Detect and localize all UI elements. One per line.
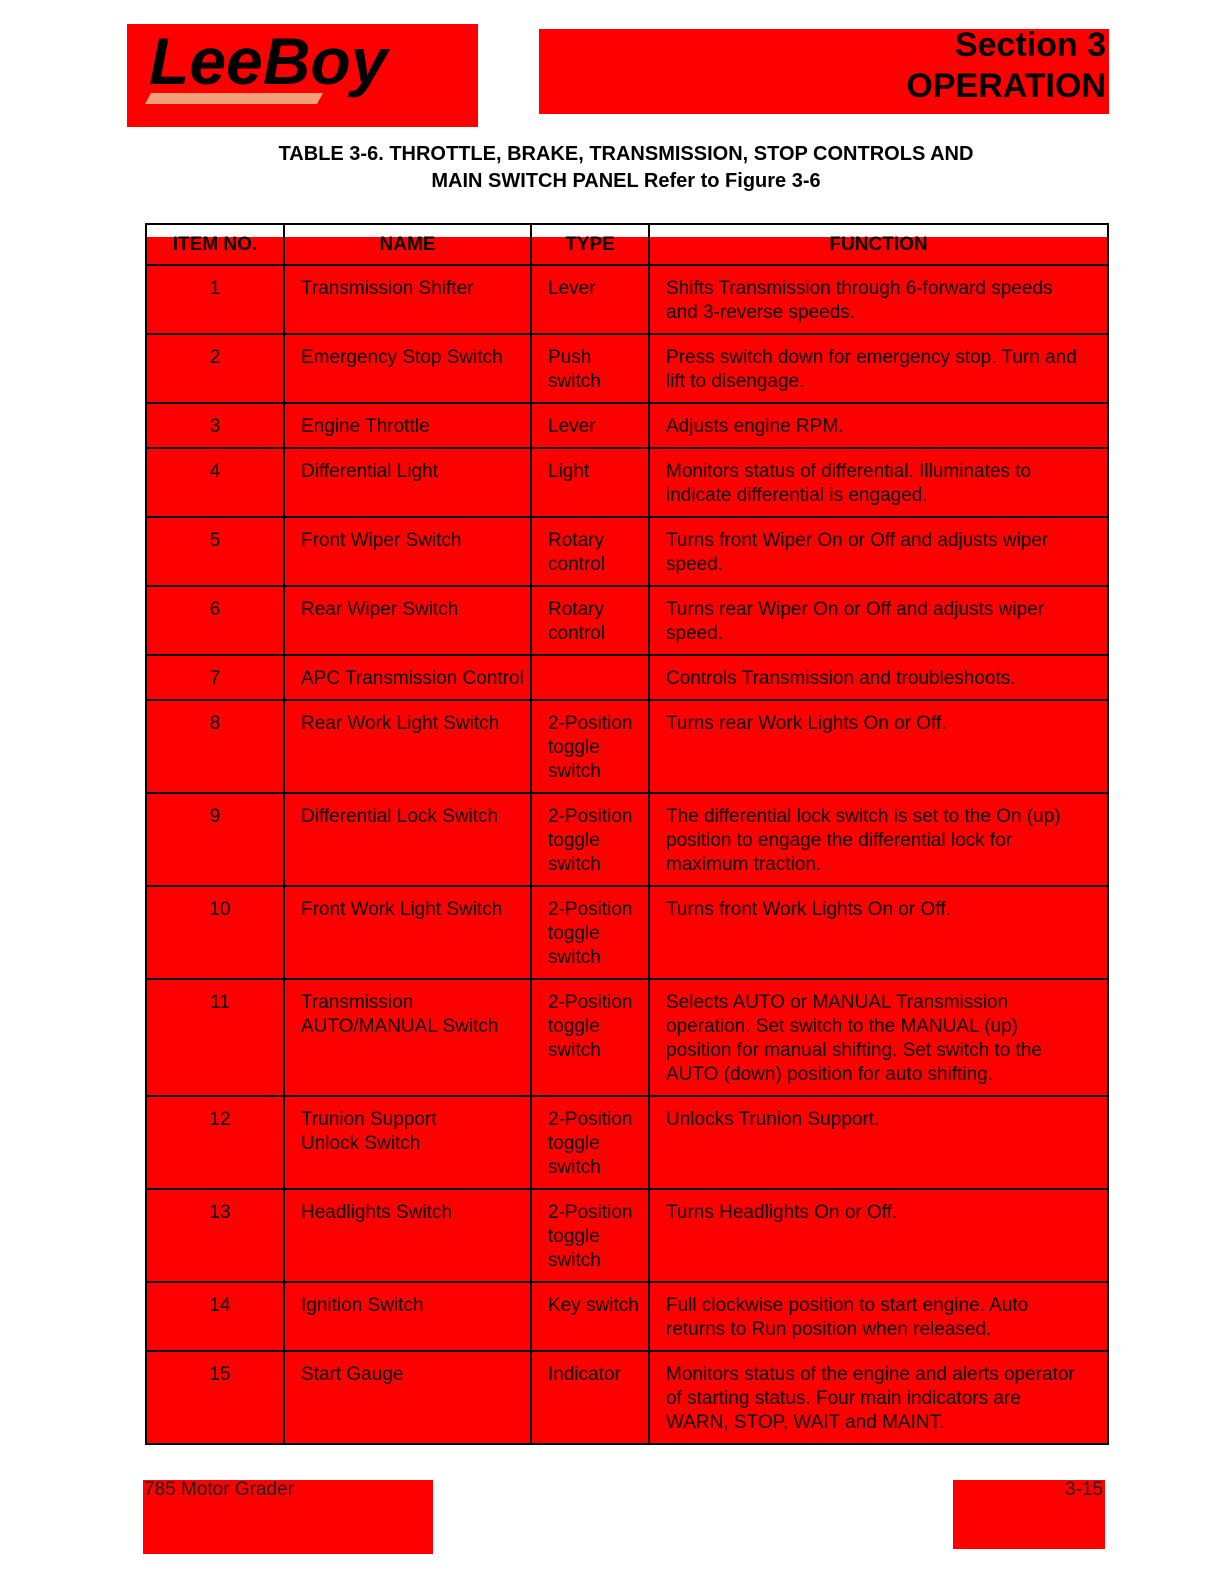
item-number-cell — [146, 700, 284, 793]
type-line: Rotary — [548, 530, 604, 551]
logo-banner — [127, 24, 478, 127]
type-line: Push — [548, 347, 592, 368]
function-line: Turns front Work Lights On or Off. — [666, 899, 951, 920]
function-cell — [649, 1351, 1108, 1444]
item-number: 11 — [210, 992, 230, 1013]
type-cell — [531, 700, 649, 793]
table-row — [146, 334, 1108, 403]
table-row — [146, 517, 1108, 586]
item-number-cell — [146, 1351, 284, 1444]
function-line: speed. — [666, 623, 724, 644]
function-line: Adjusts engine RPM. — [666, 416, 844, 437]
table-title-line-2: MAIN SWITCH PANEL Refer to Figure 3-6 — [431, 170, 821, 192]
function-line: Turns front Wiper On or Off and adjusts wiper — [666, 530, 1049, 551]
function-line: Turns rear Work Lights On or Off. — [666, 713, 947, 734]
item-number-cell — [146, 1282, 284, 1351]
type-line: Rotary — [548, 599, 604, 620]
name-cell — [284, 1096, 531, 1189]
table-row — [146, 265, 1108, 334]
function-cell — [649, 700, 1108, 793]
table-row — [146, 448, 1108, 517]
function-cell — [649, 586, 1108, 655]
item-number: 2 — [209, 347, 221, 368]
type-cell — [531, 334, 649, 403]
section-heading — [906, 25, 1106, 107]
type-cell — [531, 517, 649, 586]
item-number-cell — [146, 265, 284, 334]
item-number: 13 — [209, 1202, 231, 1223]
type-cell — [531, 403, 649, 448]
function-cell — [649, 979, 1108, 1096]
header-type: TYPE — [531, 224, 649, 265]
item-number: 9 — [209, 806, 221, 827]
function-cell — [649, 403, 1108, 448]
function-cell — [649, 265, 1108, 334]
table-row — [146, 886, 1108, 979]
name-cell — [284, 334, 531, 403]
function-line: The differential lock switch is set to the On (up) — [666, 806, 1061, 827]
item-number: 15 — [209, 1364, 231, 1385]
function-line: WARN, STOP, WAIT and MAINT. — [666, 1412, 945, 1433]
footer-left-block — [143, 1480, 433, 1554]
item-number-cell — [146, 448, 284, 517]
type-line: control — [548, 623, 606, 644]
type-line: switch — [548, 854, 601, 875]
function-cell — [649, 793, 1108, 886]
item-number-cell — [146, 517, 284, 586]
type-cell — [531, 1189, 649, 1282]
name-line: Start Gauge — [301, 1364, 404, 1385]
type-line: switch — [548, 1250, 601, 1271]
page-number: 3-15 — [1064, 1479, 1103, 1500]
item-number-cell — [146, 886, 284, 979]
type-cell — [531, 1351, 649, 1444]
function-line: Full clockwise position to start engine. Auto — [666, 1295, 1029, 1316]
name-line: Differential Lock Switch — [301, 806, 499, 827]
name-cell — [284, 448, 531, 517]
type-line: toggle — [548, 1226, 600, 1247]
name-line: APC Transmission Control — [301, 668, 524, 689]
function-line: lift to disengage. — [666, 371, 805, 392]
name-line: Headlights Switch — [301, 1202, 453, 1223]
function-cell — [649, 655, 1108, 700]
leeboy-logo — [127, 24, 478, 127]
item-number-cell — [146, 1096, 284, 1189]
name-line: Transmission — [301, 992, 414, 1013]
function-cell — [649, 886, 1108, 979]
type-cell — [531, 886, 649, 979]
name-line: Rear Wiper Switch — [301, 599, 459, 620]
type-line: switch — [548, 1040, 601, 1061]
function-line: of starting status. Four main indicators are — [666, 1388, 1021, 1409]
logo-wordmark: LeeBoy — [149, 24, 388, 98]
header-function: FUNCTION — [649, 224, 1108, 265]
type-line: toggle — [548, 737, 600, 758]
section-name: OPERATION — [906, 67, 1106, 105]
function-line: Turns Headlights On or Off. — [666, 1202, 898, 1223]
function-line: position for manual shifting. Set switch to the — [666, 1040, 1042, 1061]
table-row — [146, 979, 1108, 1096]
header-name: NAME — [284, 224, 531, 265]
function-line: Shifts Transmission through 6-forward speeds — [666, 278, 1053, 299]
item-number-cell — [146, 979, 284, 1096]
type-cell — [531, 265, 649, 334]
type-line: toggle — [548, 1016, 600, 1037]
function-cell — [649, 1096, 1108, 1189]
header-item-no: ITEM NO. — [146, 224, 284, 265]
table-title — [0, 141, 1224, 195]
type-line: Light — [548, 461, 590, 482]
function-line: indicate differential is engaged. — [666, 485, 928, 506]
type-cell — [531, 1282, 649, 1351]
table-row — [146, 1351, 1108, 1444]
item-number-cell — [146, 403, 284, 448]
type-cell — [531, 448, 649, 517]
function-line: maximum traction. — [666, 854, 822, 875]
table-row — [146, 586, 1108, 655]
function-line: Press switch down for emergency stop. Turn and — [666, 347, 1077, 368]
function-line: speed. — [666, 554, 724, 575]
name-cell — [284, 1189, 531, 1282]
name-line: Ignition Switch — [301, 1295, 424, 1316]
name-cell — [284, 793, 531, 886]
item-number: 1 — [209, 278, 221, 299]
type-line: 2-Position — [548, 899, 633, 920]
item-number: 6 — [209, 599, 221, 620]
table-title-line-1: TABLE 3-6. THROTTLE, BRAKE, TRANSMISSION, STOP CONTROLS AND — [278, 143, 974, 165]
name-cell — [284, 403, 531, 448]
name-cell — [284, 586, 531, 655]
name-line: Engine Throttle — [301, 416, 430, 437]
name-line: Rear Work Light Switch — [301, 713, 500, 734]
item-number: 8 — [209, 713, 221, 734]
table-row — [146, 1096, 1108, 1189]
name-line: Transmission Shifter — [301, 278, 474, 299]
table-row — [146, 1189, 1108, 1282]
function-cell — [649, 334, 1108, 403]
item-number: 12 — [209, 1109, 231, 1130]
type-line: 2-Position — [548, 1202, 633, 1223]
item-number-cell — [146, 586, 284, 655]
item-number: 5 — [209, 530, 221, 551]
table-row — [146, 793, 1108, 886]
type-cell — [531, 586, 649, 655]
item-number-cell — [146, 655, 284, 700]
table-row — [146, 1282, 1108, 1351]
type-line: switch — [548, 371, 601, 392]
type-line: control — [548, 554, 606, 575]
footer-model: 785 Motor Grader — [144, 1479, 294, 1500]
type-cell — [531, 793, 649, 886]
type-line: toggle — [548, 923, 600, 944]
name-line: Front Wiper Switch — [301, 530, 462, 551]
type-line: Lever — [548, 278, 596, 299]
function-line: returns to Run position when released. — [666, 1319, 992, 1340]
item-number: 3 — [209, 416, 221, 437]
name-cell — [284, 886, 531, 979]
type-line: switch — [548, 1157, 601, 1178]
item-number: 14 — [209, 1295, 231, 1316]
function-line: operation. Set switch to the MANUAL (up) — [666, 1016, 1019, 1037]
table-body — [146, 265, 1108, 1444]
type-line: Indicator — [548, 1364, 621, 1385]
function-line: Monitors status of the engine and alerts operator — [666, 1364, 1075, 1385]
type-line: switch — [548, 947, 601, 968]
footer-right-block — [953, 1480, 1105, 1549]
type-cell — [531, 1096, 649, 1189]
name-line: AUTO/MANUAL Switch — [301, 1016, 499, 1037]
function-cell — [649, 448, 1108, 517]
controls-table — [145, 223, 1109, 1445]
function-line: Monitors status of differential. Illuminates to — [666, 461, 1032, 482]
type-line: toggle — [548, 1133, 600, 1154]
section-banner — [539, 26, 1109, 114]
name-cell — [284, 1351, 531, 1444]
item-number: 7 — [209, 668, 221, 689]
name-cell — [284, 1282, 531, 1351]
name-line: Unlock Switch — [301, 1133, 421, 1154]
type-line: 2-Position — [548, 992, 633, 1013]
function-line: Selects AUTO or MANUAL Transmission — [666, 992, 1009, 1013]
type-line: 2-Position — [548, 806, 633, 827]
name-line: Front Work Light Switch — [301, 899, 503, 920]
item-number: 10 — [209, 899, 231, 920]
name-cell — [284, 265, 531, 334]
table-row — [146, 655, 1108, 700]
type-line: toggle — [548, 830, 600, 851]
table-row — [146, 403, 1108, 448]
name-line: Differential Light — [301, 461, 438, 482]
name-line: Emergency Stop Switch — [301, 347, 503, 368]
function-cell — [649, 1189, 1108, 1282]
function-line: Unlocks Trunion Support. — [666, 1109, 880, 1130]
function-line: Controls Transmission and troubleshoots. — [666, 668, 1016, 689]
name-cell — [284, 517, 531, 586]
item-number: 4 — [209, 461, 221, 482]
function-cell — [649, 1282, 1108, 1351]
item-number-cell — [146, 334, 284, 403]
function-line: and 3-reverse speeds. — [666, 302, 856, 323]
name-line: Trunion Support — [301, 1109, 437, 1130]
section-label: Section 3 — [954, 26, 1106, 64]
type-line: Key switch — [548, 1295, 639, 1316]
function-line: AUTO (down) position for auto shifting. — [666, 1064, 994, 1085]
table-header-row — [146, 224, 1108, 265]
function-cell — [649, 517, 1108, 586]
type-line: switch — [548, 761, 601, 782]
function-line: position to engage the differential lock for — [666, 830, 1013, 851]
type-line: 2-Position — [548, 1109, 633, 1130]
name-cell — [284, 979, 531, 1096]
function-line: Turns rear Wiper On or Off and adjusts wiper — [666, 599, 1045, 620]
type-cell — [531, 979, 649, 1096]
table-row — [146, 700, 1108, 793]
name-cell — [284, 700, 531, 793]
item-number-cell — [146, 793, 284, 886]
item-number-cell — [146, 1189, 284, 1282]
name-cell — [284, 655, 531, 700]
type-line: 2-Position — [548, 713, 633, 734]
type-cell — [531, 655, 649, 700]
type-line: Lever — [548, 416, 596, 437]
